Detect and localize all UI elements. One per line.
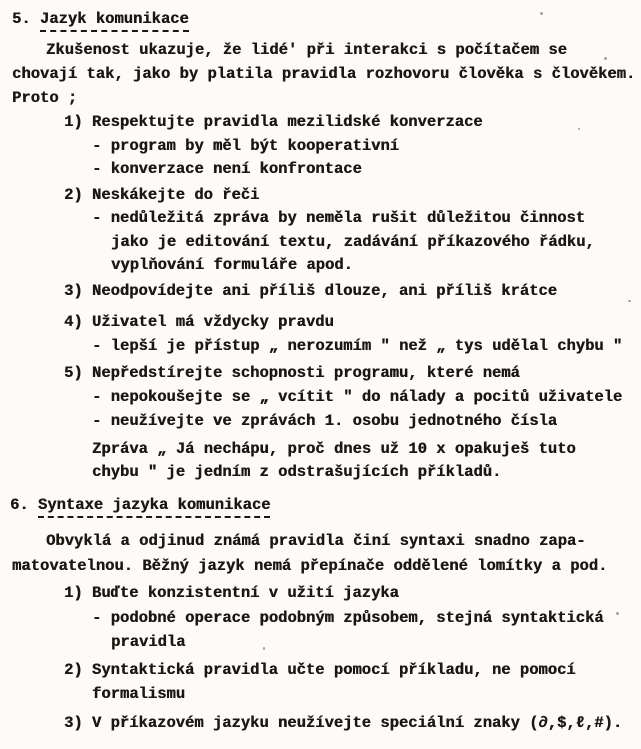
scan-speck (616, 612, 619, 615)
list-item: 2) Neskákejte do řeči (64, 186, 260, 204)
sub-item: - lepší je přístup „ nerozumím " než „ tys udělal chybu " (92, 337, 623, 355)
paragraph-line: chovají tak, jako by platila pravidla rozhovoru člověka s člověkem. (12, 65, 636, 83)
scan-speck (578, 128, 580, 130)
list-item: 3) Neodpovídejte ani příliš dlouze, ani příliš krátce (64, 282, 557, 300)
sub-item-continuation: pravidla (111, 633, 186, 651)
list-item: 5) Nepředstírejte schopnosti programu, které nemá (64, 364, 520, 382)
scan-speck (540, 12, 543, 15)
example-line: chybu " je jedním z odstrašujících příkladů. (92, 463, 502, 481)
scan-speck (263, 647, 265, 650)
section-6-number: 6. (10, 496, 38, 514)
paragraph-line: Obvyklá a odjinud známá pravidla činí syntaxi snadno zapa- (46, 532, 586, 550)
paragraph-line: matovatelnou. Běžný jazyk nemá přepínače oddělené lomítky a pod. (12, 557, 608, 575)
list-item: 1) Respektujte pravidla mezilidské konverzace (64, 113, 483, 131)
section-6-title: Syntaxe jazyka komunikace (38, 495, 271, 518)
sub-item: - konverzace není konfrontace (92, 160, 362, 178)
example-line: Zpráva „ Já nechápu, proč dnes už 10 x opakuješ tuto (92, 440, 576, 458)
paragraph-line: Proto ; (12, 89, 78, 107)
list-item: 1) Buďte konzistentní v užití jazyka (64, 584, 399, 602)
sub-item: - nepokoušejte se „ vcítit " do nálady a pocitů uživatele (92, 388, 623, 406)
section-5-heading (12, 9, 189, 32)
list-item-continuation: formalismu (92, 685, 186, 703)
list-item: 3) V příkazovém jazyku neužívejte speciální znaky (∂,$,ℓ,#). (64, 714, 623, 732)
sub-item-continuation: jako je editování textu, zadávání příkazového řádku, (111, 233, 595, 251)
sub-item-continuation: vyplňování formuláře apod. (111, 256, 353, 274)
scan-speck (628, 300, 631, 302)
section-6-heading (10, 495, 270, 518)
list-item: 2) Syntaktická pravidla učte pomocí příkladu, ne pomocí (64, 661, 576, 679)
section-5-title: Jazyk komunikace (40, 9, 189, 32)
sub-item: - program by měl být kooperativní (92, 137, 399, 155)
section-5-number: 5. (12, 10, 40, 28)
sub-item: - podobné operace podobným způsobem, stejná syntaktická (92, 609, 604, 627)
list-item: 4) Uživatel má vždycky pravdu (64, 313, 334, 331)
sub-item: - nedůležitá zpráva by neměla rušit důležitou činnost (92, 209, 585, 227)
sub-item: - neužívejte ve zprávách 1. osobu jednotného čísla (92, 412, 558, 430)
scan-speck (604, 57, 607, 60)
paragraph-line: Zkušenost ukazuje, že lidé' při interakci s počítačem se (46, 41, 567, 59)
